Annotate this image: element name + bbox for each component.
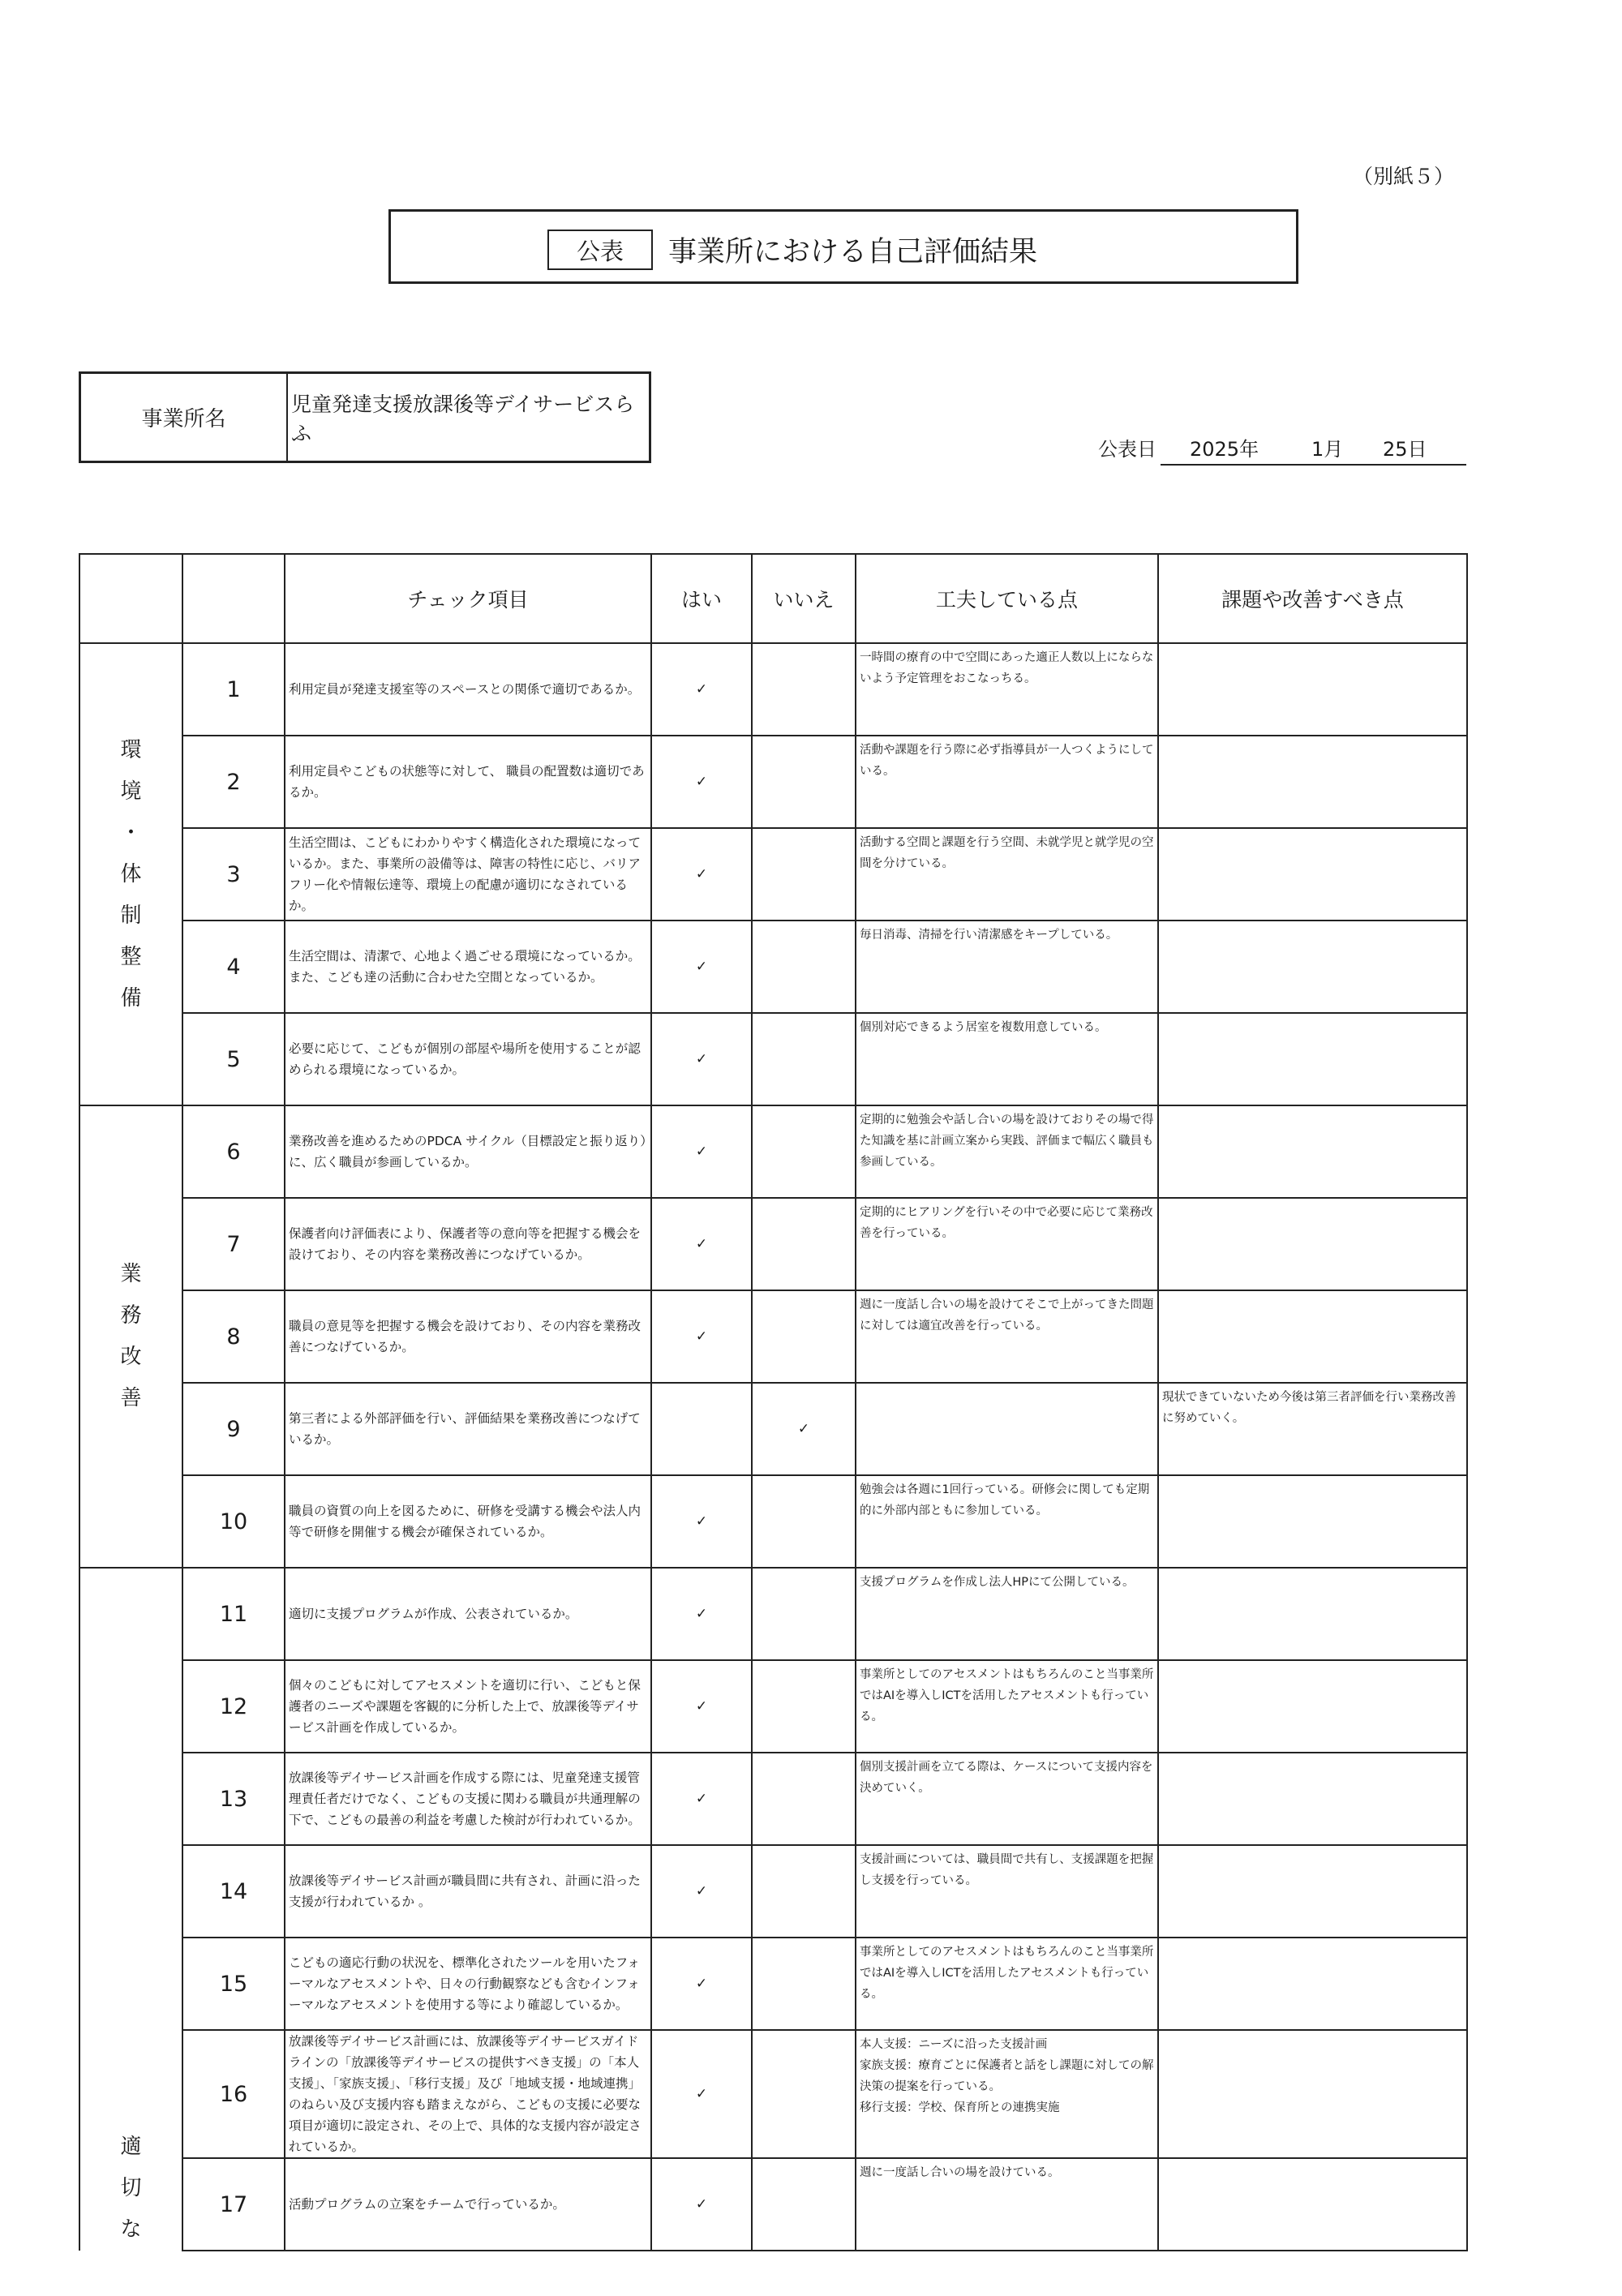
table-row	[79, 921, 1467, 1013]
table-row	[79, 1013, 1467, 1105]
no-check	[752, 1660, 856, 1753]
efforts-note: 事業所としてのアセスメントはもちろんのこと当事業所ではAIを導入しICTを活用したアセスメントも行っている。	[856, 1938, 1158, 2030]
yes-check: ✓	[651, 1845, 752, 1938]
no-check	[752, 2030, 856, 2158]
category-char: 改	[120, 1345, 142, 1369]
efforts-note	[856, 1383, 1158, 1475]
page-title: 事業所における自己評価結果	[668, 236, 1038, 268]
no-check	[752, 643, 856, 736]
title-tag: 公表	[547, 230, 653, 270]
issues-note	[1158, 828, 1467, 921]
check-item: 保護者向け評価表により、保護者等の意向等を把握する機会を設けており、その内容を業務改善につなげているか。	[285, 1198, 651, 1290]
publication-date-underline	[1161, 464, 1466, 466]
category-char: 制	[120, 903, 142, 928]
header-efforts: 工夫している点	[856, 554, 1158, 643]
category-label	[79, 643, 182, 1105]
item-number: 3	[182, 828, 285, 921]
publication-day: 25日	[1383, 437, 1427, 461]
issues-note	[1158, 1568, 1467, 1660]
header-no: いいえ	[752, 554, 856, 643]
check-item: 業務改善を進めるためのPDCA サイクル（目標設定と振り返り）に、広く職員が参画しているか。	[285, 1105, 651, 1198]
issues-note	[1158, 2158, 1467, 2251]
table-row	[79, 1568, 1467, 1660]
item-number: 17	[182, 2158, 285, 2251]
efforts-note: 週に一度話し合いの場を設けている。	[856, 2158, 1158, 2251]
check-item: 個々のこどもに対してアセスメントを適切に行い、こどもと保護者のニーズや課題を客観的に分析した上で、放課後等デイサービス計画を作成しているか。	[285, 1660, 651, 1753]
issues-note	[1158, 1938, 1467, 2030]
no-check	[752, 1105, 856, 1198]
table-row	[79, 1290, 1467, 1383]
no-check	[752, 1290, 856, 1383]
publication-date-label: 公表日	[1098, 437, 1156, 461]
yes-check: ✓	[651, 828, 752, 921]
yes-check: ✓	[651, 1753, 752, 1845]
check-item: 利用定員が発達支援室等のスペースとの関係で適切であるか。	[285, 643, 651, 736]
header-category	[79, 554, 182, 643]
no-check	[752, 1568, 856, 1660]
header-issues: 課題や改善すべき点	[1158, 554, 1467, 643]
no-check	[752, 736, 856, 828]
category-char: 適	[120, 2135, 142, 2159]
issues-note	[1158, 1105, 1467, 1198]
item-number: 1	[182, 643, 285, 736]
yes-check: ✓	[651, 1660, 752, 1753]
issues-note	[1158, 1290, 1467, 1383]
table-row	[79, 1383, 1467, 1475]
item-number: 11	[182, 1568, 285, 1660]
no-check	[752, 1845, 856, 1938]
yes-check: ✓	[651, 1013, 752, 1105]
check-item: 職員の資質の向上を図るために、研修を受講する機会や法人内等で研修を開催する機会が確保されているか。	[285, 1475, 651, 1568]
category-char: 業	[120, 1262, 142, 1286]
item-number: 2	[182, 736, 285, 828]
table-header-row	[79, 554, 1467, 643]
table-row	[79, 1845, 1467, 1938]
efforts-note: 個別対応できるよう居室を複数用意している。	[856, 1013, 1158, 1105]
table-row	[79, 1660, 1467, 1753]
header-number	[182, 554, 285, 643]
table-row	[79, 828, 1467, 921]
issues-note	[1158, 1475, 1467, 1568]
efforts-note: 一時間の療育の中で空間にあった適正人数以上にならないよう予定管理をおこなっちる。	[856, 643, 1158, 736]
efforts-note: 勉強会は各週に1回行っている。研修会に関しても定期的に外部内部ともに参加している。	[856, 1475, 1158, 1568]
check-item: 活動プログラムの立案をチームで行っているか。	[285, 2158, 651, 2251]
category-char: 善	[120, 1386, 142, 1410]
no-check	[752, 1753, 856, 1845]
no-check	[752, 1198, 856, 1290]
check-item: 職員の意見等を把握する機会を設けており、その内容を業務改善につなげているか。	[285, 1290, 651, 1383]
yes-check: ✓	[651, 1568, 752, 1660]
category-char: な	[120, 2217, 142, 2242]
efforts-note: 支援プログラムを作成し法人HPにて公開している。	[856, 1568, 1158, 1660]
publication-month: 1月	[1311, 437, 1344, 461]
check-item: 放課後等デイサービス計画が職員間に共有され、計画に沿った支援が行われているか 。	[285, 1845, 651, 1938]
issues-note	[1158, 1013, 1467, 1105]
item-number: 9	[182, 1383, 285, 1475]
yes-check: ✓	[651, 1198, 752, 1290]
category-char: 整	[120, 944, 142, 969]
no-check	[752, 2158, 856, 2251]
table-row	[79, 736, 1467, 828]
check-item: 適切に支援プログラムが作成、公表されているか。	[285, 1568, 651, 1660]
efforts-note: 定期的に勉強会や話し合いの場を設けておりその場で得た知識を基に計画立案から実践、評価まで幅広く職員も参画している。	[856, 1105, 1158, 1198]
category-label	[79, 1105, 182, 1568]
check-item: 第三者による外部評価を行い、評価結果を業務改善につなげているか。	[285, 1383, 651, 1475]
category-char: 体	[120, 861, 142, 886]
table-row	[79, 1938, 1467, 2030]
issues-note	[1158, 1845, 1467, 1938]
item-number: 7	[182, 1198, 285, 1290]
category-char: 環	[120, 737, 142, 762]
annex-label: （別紙５）	[1353, 165, 1455, 188]
efforts-note: 活動する空間と課題を行う空間、未就学児と就学児の空間を分けている。	[856, 828, 1158, 921]
efforts-note: 事業所としてのアセスメントはもちろんのこと当事業所ではAIを導入しICTを活用したアセスメントも行っている。	[856, 1660, 1158, 1753]
issues-note	[1158, 736, 1467, 828]
efforts-note: 毎日消毒、清掃を行い清潔感をキープしている。	[856, 921, 1158, 1013]
check-item: 放課後等デイサービス計画には、放課後等デイサービスガイドラインの「放課後等デイサービスの提供すべき支援」の「本人支援」、「家族支援」、「移行支援」及び「地域支援・地域連携」のねらい及び支援内容も踏まえながら、こどもの支援に必要な項目が適切に設定され、その上で、具体的な支援内容が設定されているか。	[285, 2030, 651, 2158]
item-number: 16	[182, 2030, 285, 2158]
table-row	[79, 1105, 1467, 1198]
check-item: こどもの適応行動の状況を、標準化されたツールを用いたフォーマルなアセスメントや、日々の行動観察なども含むインフォーマルなアセスメントを使用する等により確認しているか。	[285, 1938, 651, 2030]
issues-note	[1158, 1753, 1467, 1845]
issues-note	[1158, 2030, 1467, 2158]
header-yes: はい	[651, 554, 752, 643]
yes-check: ✓	[651, 643, 752, 736]
yes-check: ✓	[651, 921, 752, 1013]
no-check	[752, 1013, 856, 1105]
issues-note	[1158, 1198, 1467, 1290]
item-number: 14	[182, 1845, 285, 1938]
issues-note	[1158, 1660, 1467, 1753]
item-number: 12	[182, 1660, 285, 1753]
no-check: ✓	[752, 1383, 856, 1475]
yes-check: ✓	[651, 2030, 752, 2158]
office-name-label: 事業所名	[81, 374, 288, 461]
category-char: 務	[120, 1303, 142, 1328]
yes-check: ✓	[651, 1105, 752, 1198]
item-number: 5	[182, 1013, 285, 1105]
item-number: 8	[182, 1290, 285, 1383]
yes-check: ✓	[651, 1938, 752, 2030]
table-row	[79, 643, 1467, 736]
check-item: 放課後等デイサービス計画を作成する際には、児童発達支援管理責任者だけでなく、こどもの支援に関わる職員が共通理解の下で、こどもの最善の利益を考慮した検討が行われているか。	[285, 1753, 651, 1845]
publication-date	[1098, 428, 1466, 466]
yes-check	[651, 1383, 752, 1475]
yes-check: ✓	[651, 2158, 752, 2251]
item-number: 15	[182, 1938, 285, 2030]
efforts-note: 支援計画については、職員間で共有し、支援課題を把握し支援を行っている。	[856, 1845, 1158, 1938]
item-number: 10	[182, 1475, 285, 1568]
yes-check: ✓	[651, 1475, 752, 1568]
efforts-note: 定期的にヒアリングを行いその中で必要に応じて業務改善を行っている。	[856, 1198, 1158, 1290]
office-name-box	[79, 371, 651, 463]
no-check	[752, 828, 856, 921]
no-check	[752, 1475, 856, 1568]
publication-year: 2025年	[1190, 437, 1259, 461]
table-row	[79, 1475, 1467, 1568]
efforts-note: 個別支援計画を立てる際は、ケースについて支援内容を決めていく。	[856, 1753, 1158, 1845]
issues-note: 現状できていないため今後は第三者評価を行い業務改善に努めていく。	[1158, 1383, 1467, 1475]
check-item: 生活空間は、こどもにわかりやすく構造化された環境になっているか。また、事業所の設備等は、障害の特性に応じ、バリアフリー化や情報伝達等、環境上の配慮が適切になされているか。	[285, 828, 651, 921]
category-char: ・	[120, 820, 142, 845]
efforts-note: 週に一度話し合いの場を設けてそこで上がってきた問題に対しては適宜改善を行っている。	[856, 1290, 1158, 1383]
efforts-note: 活動や課題を行う際に必ず指導員が一人つくようにしている。	[856, 736, 1158, 828]
category-char: 備	[120, 985, 142, 1011]
item-number: 6	[182, 1105, 285, 1198]
check-item: 生活空間は、清潔で、心地よく過ごせる環境になっているか。また、こども達の活動に合わせた空間となっているか。	[285, 921, 651, 1013]
header-item: チェック項目	[285, 554, 651, 643]
yes-check: ✓	[651, 1290, 752, 1383]
office-name-value: 児童発達支援放課後等デイサービスらふ	[291, 392, 635, 445]
no-check	[752, 1938, 856, 2030]
efforts-note: 本人支援：ニーズに沿った支援計画 家族支援：療育ごとに保護者と話をし課題に対しての解決策の提案を行っている。 移行支援：学校、保育所との連携実施	[856, 2030, 1158, 2158]
issues-note	[1158, 921, 1467, 1013]
self-evaluation-table	[79, 553, 1468, 2251]
no-check	[752, 921, 856, 1013]
item-number: 13	[182, 1753, 285, 1845]
yes-check: ✓	[651, 736, 752, 828]
check-item: 必要に応じて、こどもが個別の部屋や場所を使用することが認められる環境になっているか。	[285, 1013, 651, 1105]
category-char: 境	[120, 779, 142, 804]
check-item: 利用定員やこどもの状態等に対して、 職員の配置数は適切であるか。	[285, 736, 651, 828]
table-row	[79, 2030, 1467, 2158]
table-row	[79, 1753, 1467, 1845]
table-row	[79, 1198, 1467, 1290]
category-label	[79, 1568, 182, 2251]
category-char: 切	[120, 2176, 142, 2200]
table-row	[79, 2158, 1467, 2251]
title-box	[388, 209, 1298, 284]
issues-note	[1158, 643, 1467, 736]
item-number: 4	[182, 921, 285, 1013]
